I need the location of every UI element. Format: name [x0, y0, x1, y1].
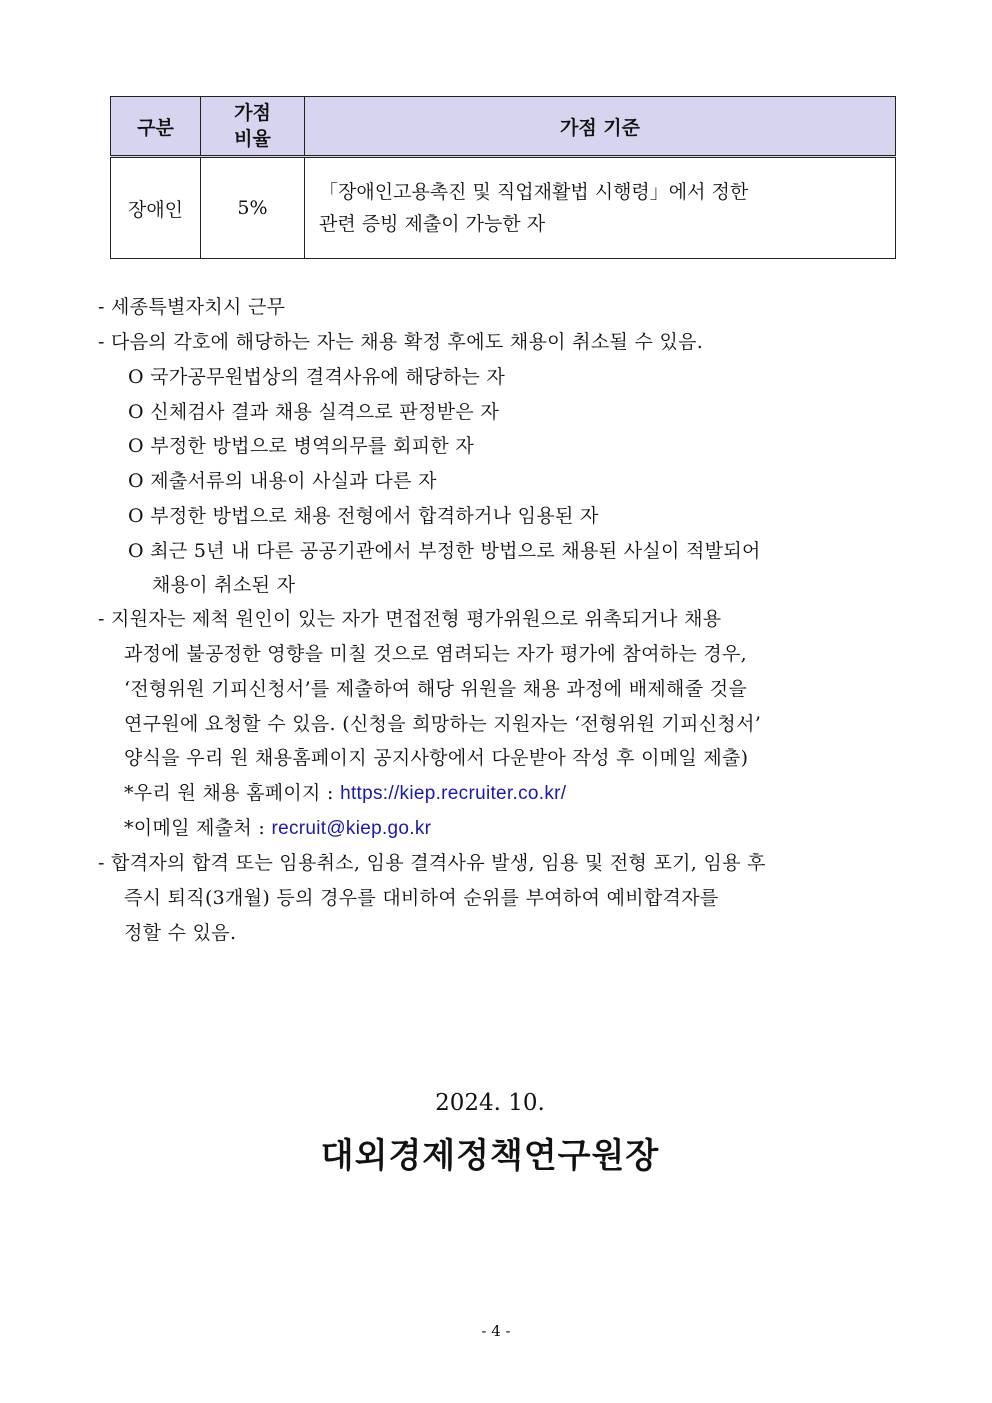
- cancel-intro-item: - 다음의 각호에 해당하는 자는 채용 확정 후에도 채용이 취소될 수 있음.: [98, 331, 704, 353]
- cancel-case-2: O 신체검사 결과 채용 실격으로 판정받은 자: [128, 401, 500, 423]
- cancel-case-5: O 부정한 방법으로 채용 전형에서 합격하거나 임용된 자: [128, 505, 599, 527]
- email-label: *이메일 제출처 :: [124, 817, 272, 839]
- email-link[interactable]: recruit@kiep.go.kr: [271, 818, 432, 839]
- reserve-line-1: - 합격자의 합격 또는 임용취소, 임용 결격사유 발생, 임용 및 전형 포기, 임용 후: [98, 852, 766, 874]
- cancel-case-4: O 제출서류의 내용이 사실과 다른 자: [128, 470, 437, 492]
- homepage-link[interactable]: https://kiep.recruiter.co.kr/: [340, 783, 567, 804]
- criteria-line2: 관련 증빙 제출이 가능한 자: [319, 213, 546, 235]
- header-rate-line1: 가점: [234, 102, 271, 124]
- cell-rate: 5%: [201, 157, 305, 259]
- bonus-criteria-table: [110, 96, 896, 259]
- header-rate: [201, 97, 305, 157]
- table-header-row: [111, 97, 896, 157]
- cell-category: 장애인: [111, 157, 201, 259]
- exclusion-line-1: - 지원자는 제척 원인이 있는 자가 면접전형 평가위원으로 위촉되거나 채용: [98, 608, 722, 630]
- cell-criteria: [305, 157, 896, 259]
- page-number: - 4 -: [481, 1322, 511, 1340]
- homepage-label: *우리 원 채용 홈페이지 :: [124, 782, 341, 804]
- organization-name: 대외경제정책연구원장: [320, 1136, 660, 1176]
- reserve-line-2: 즉시 퇴직(3개월) 등의 경우를 대비하여 순위를 부여하여 예비합격자를: [124, 887, 719, 909]
- header-criteria: 가점 기준: [305, 97, 896, 157]
- exclusion-line-2: 과정에 불공정한 영향을 미칠 것으로 염려되는 자가 평가에 참여하는 경우,: [124, 643, 748, 665]
- table-row: [111, 157, 896, 259]
- cancel-case-6: O 최근 5년 내 다른 공공기관에서 부정한 방법으로 채용된 사실이 적발되어: [128, 540, 761, 562]
- document-date: 2024. 10.: [435, 1090, 545, 1116]
- exclusion-line-5: 양식을 우리 원 채용홈페이지 공지사항에서 다운받아 작성 후 이메일 제출): [124, 747, 749, 769]
- cancel-case-6-cont: 채용이 취소된 자: [152, 574, 296, 596]
- cancel-case-1: O 국가공무원법상의 결격사유에 해당하는 자: [128, 366, 506, 388]
- homepage-line: [124, 778, 566, 805]
- header-category: 구분: [111, 97, 201, 157]
- criteria-line1: 「장애인고용촉진 및 직업재활법 시행령」에서 정한: [319, 181, 749, 203]
- exclusion-line-4: 연구원에 요청할 수 있음. (신청을 희망하는 지원자는 ‘전형위원 기피신청서’: [124, 713, 762, 735]
- email-line: [124, 813, 431, 840]
- exclusion-line-3: ‘전형위원 기피신청서’를 제출하여 해당 위원을 채용 과정에 배제해줄 것을: [124, 678, 748, 700]
- work-location-item: - 세종특별자치시 근무: [98, 296, 286, 318]
- header-rate-line2: 비율: [234, 128, 271, 150]
- reserve-line-3: 정할 수 있음.: [124, 922, 237, 944]
- cancel-case-3: O 부정한 방법으로 병역의무를 회피한 자: [128, 435, 475, 457]
